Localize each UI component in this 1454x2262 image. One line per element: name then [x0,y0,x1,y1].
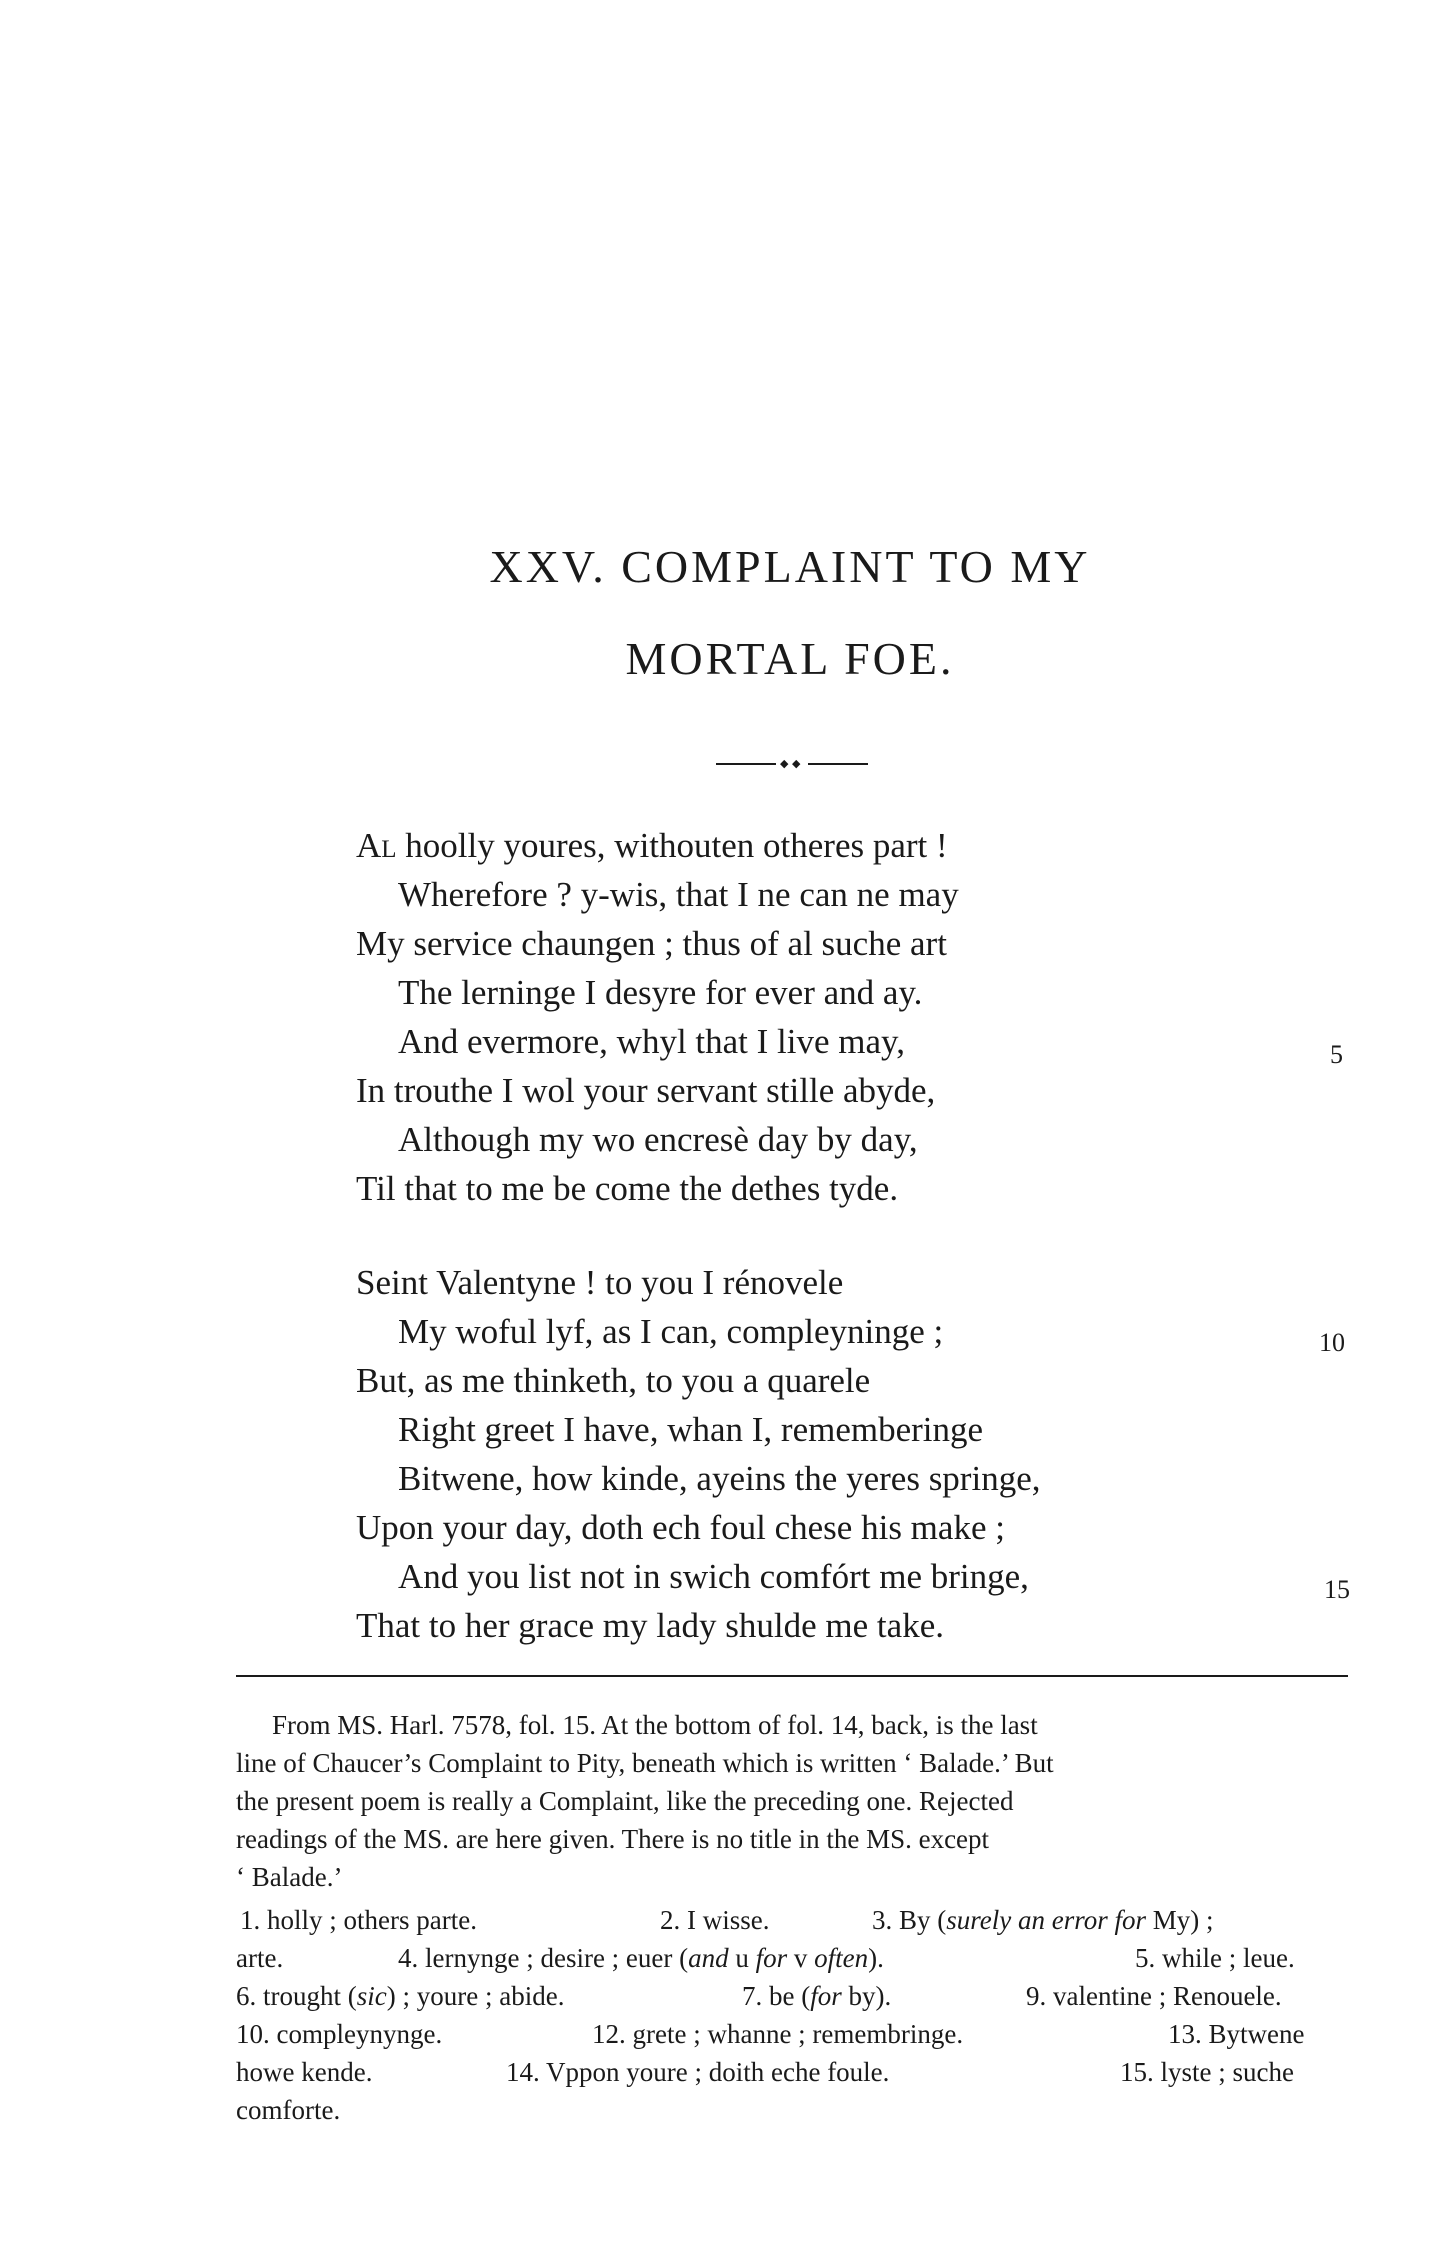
verse-line: And you list not in swich comfórt me bringe, [398,1557,1029,1596]
footnote-line: From MS. Harl. 7578, fol. 15. At the bottom of fol. 14, back, is the last [272,1710,1038,1740]
reading: 15. lyste ; suche [1120,2057,1294,2087]
verse-line: And evermore, whyl that I live may, [398,1022,906,1061]
verse-line: Til that to me be come the dethes tyde. [356,1169,899,1208]
verse-line: Wherefore ? y-wis, that I ne can ne may [398,875,959,914]
reading: 9. valentine ; Renouele. [1026,1981,1282,2011]
reading: 13. Bytwene [1168,2019,1305,2049]
reading: 14. Vppon youre ; doith eche foule. [506,2057,890,2087]
reading: 3. By (surely an error for My) ; [872,1905,1214,1935]
verse-line: The lerninge I desyre for ever and ay. [398,973,923,1012]
reading: 1. holly ; others parte. [240,1905,477,1935]
verse-line: Bitwene, how kinde, ayeins the yeres springe, [398,1459,1041,1498]
line-number: 15 [1324,1575,1350,1604]
reading: 2. I wisse. [660,1905,770,1935]
footnote-line: readings of the MS. are here given. There is no title in the MS. except [236,1824,990,1854]
verse-line: My woful lyf, as I can, compleyninge ; [398,1312,944,1351]
reading: comforte. [236,2095,341,2125]
reading: 4. lernynge ; desire ; euer (and u for v often). [398,1943,884,1973]
footnote-rule [236,1675,1348,1677]
reading: 10. compleynynge. [236,2019,443,2049]
footnote-line: line of Chaucer’s Complaint to Pity, beneath which is written ‘ Balade.’ But [236,1748,1054,1778]
reading: arte. [236,1943,284,1973]
verse-line: In trouthe I wol your servant stille abyde, [356,1071,936,1110]
verse-line: Although my wo encresè day by day, [398,1120,918,1159]
reading: howe kende. [236,2057,373,2087]
verse-line: But, as me thinketh, to you a quarele [356,1361,871,1400]
reading: 7. be (for by). [742,1981,892,2011]
verse-line: My service chaungen ; thus of al suche art [356,924,947,963]
reading: 5. while ; leue. [1135,1943,1295,1973]
verse-line: Al hoolly youres, withouten otheres part ! [356,826,948,865]
verse-line: Seint Valentyne ! to you I rénovele [356,1263,844,1302]
line-number: 5 [1330,1040,1343,1069]
verse-line: Upon your day, doth ech foul chese his make ; [356,1508,1005,1547]
ornament-divider: ◆ ◆ [716,758,870,770]
poem-title-line-1: XXV. COMPLAINT TO MY [489,541,1091,592]
line-number: 10 [1319,1328,1345,1357]
verse-line: Right greet I have, whan I, rememberinge [398,1410,984,1449]
reading: 6. trought (sic) ; youre ; abide. [236,1981,565,2011]
poem-title-line-2: MORTAL FOE. [625,633,955,684]
footnote-line: the present poem is really a Complaint, like the preceding one. Rejected [236,1786,1014,1816]
verse-line: That to her grace my lady shulde me take. [356,1606,944,1645]
reading: 12. grete ; whanne ; remembringe. [592,2019,964,2049]
footnote-line: ‘ Balade.’ [236,1862,343,1892]
